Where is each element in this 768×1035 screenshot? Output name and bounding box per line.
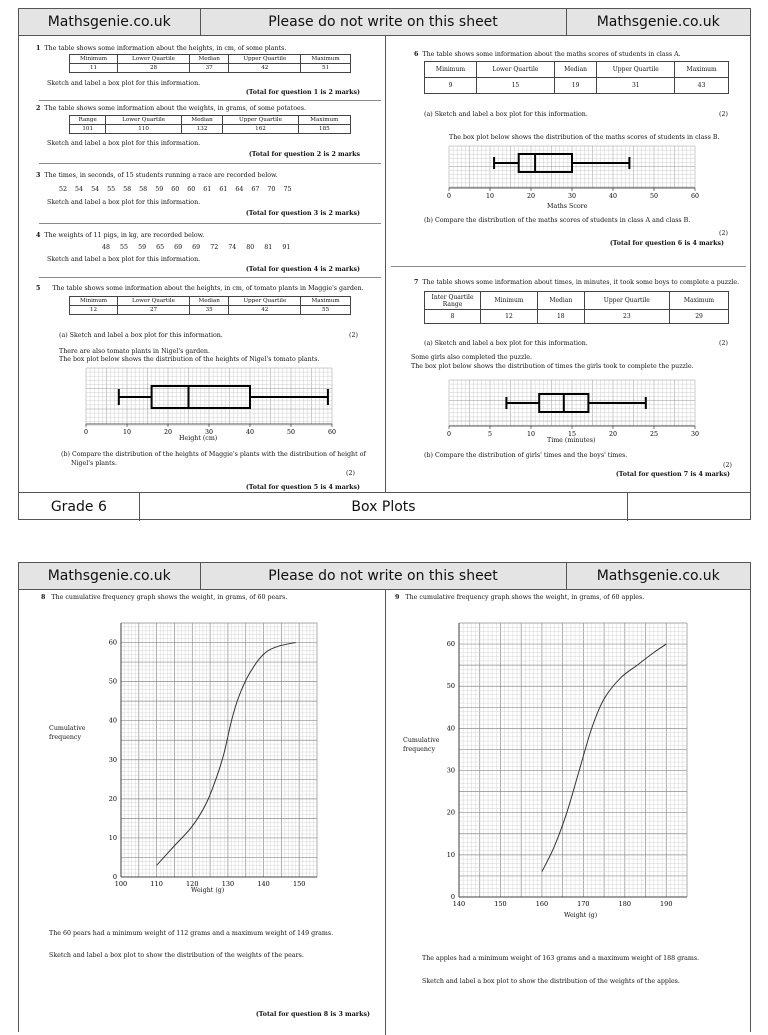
q6-intro: The box plot below shows the distribution of the maths scores of students in class B. — [449, 134, 720, 141]
q9-cumulative-frequency-graph — [429, 615, 694, 910]
q5-marks-a: (2) — [349, 332, 358, 339]
q5-part-a: (a) Sketch and label a box plot for this information. — [59, 332, 223, 339]
header-right: Mathsgenie.co.uk — [596, 568, 720, 584]
q5-part-b-2: Nigel's plants. — [71, 460, 117, 467]
q6-text: 6 The table shows some information about the maths scores of students in class A. — [414, 51, 681, 58]
q-separator — [39, 223, 381, 224]
q5-intro-1: There are also tomato plants in Nigel's garden. — [59, 348, 210, 355]
q7-total: (Total for question 7 is 4 marks) — [615, 471, 730, 478]
column-divider — [385, 590, 386, 1035]
footer-topic: Box Plots — [140, 493, 629, 521]
q7-axis-title: Time (minutes) — [547, 437, 596, 444]
x-tick-label: 110 — [150, 880, 163, 888]
x-tick-label: 10 — [526, 431, 536, 438]
y-tick-label: 0 — [450, 893, 455, 901]
y-tick-label: 30 — [108, 755, 117, 764]
x-tick-label: 10 — [122, 429, 132, 436]
x-tick-label: 20 — [608, 431, 618, 438]
header-center: Please do not write on this sheet — [201, 9, 567, 35]
q3-instruction: Sketch and label a box plot for this information. — [47, 199, 201, 206]
q4-instruction: Sketch and label a box plot for this information. — [47, 256, 201, 263]
y-tick-label: 20 — [108, 794, 117, 803]
x-tick-label: 40 — [608, 193, 618, 200]
q-separator — [39, 277, 381, 278]
x-tick-label: 0 — [446, 431, 452, 438]
q2-total: (Total for question 2 is 2 marks — [248, 151, 360, 158]
q1-table: Minimum Lower Quartile Median Upper Quartile Maximum 11 28 37 42 51 — [69, 54, 351, 73]
y-tick-label: 30 — [446, 766, 455, 775]
x-tick-label: 160 — [535, 900, 549, 908]
q5-marks-b: (2) — [346, 470, 355, 477]
x-tick-label: 150 — [292, 880, 306, 888]
header-left: Mathsgenie.co.uk — [19, 9, 201, 35]
q7-marks-a: (2) — [719, 340, 728, 347]
q8-xlabel: Weight (g) — [191, 887, 225, 894]
q9-ylabel-1: Cumulative — [403, 737, 440, 744]
q8-note: The 60 pears had a minimum weight of 112 grams and a maximum weight of 149 grams. — [49, 930, 334, 937]
q6-marks-a: (2) — [719, 111, 728, 118]
q-separator — [39, 163, 381, 164]
q5-text: 5 The table shows some information about the heights, in cm, of tomato plants in Maggie's garden. — [36, 285, 364, 292]
q8-ylabel-1: Cumulative — [49, 725, 86, 732]
y-tick-label: 60 — [108, 638, 117, 647]
x-tick-label: 25 — [649, 431, 659, 438]
x-tick-label: 180 — [618, 900, 632, 908]
q9-xlabel: Weight (g) — [564, 912, 598, 919]
q9-ylabel-2: frequency — [403, 746, 436, 753]
x-tick-label: 170 — [577, 900, 590, 908]
q6-part-b: (b) Compare the distribution of the maths scores of students in class A and class B. — [424, 217, 691, 224]
q7-box-plot — [437, 374, 707, 442]
q4-text: 4 The weights of 11 pigs, in kg, are recorded below. — [36, 232, 205, 239]
q5-axis-title: Height (cm) — [179, 435, 218, 442]
q8-instruction: Sketch and label a box plot to show the distribution of the weights of the pears. — [49, 952, 304, 959]
x-tick-label: 0 — [83, 429, 89, 436]
y-tick-label: 10 — [446, 850, 455, 859]
q6-axis-title: Maths Score — [547, 203, 588, 210]
x-tick-label: 30 — [567, 193, 577, 200]
x-tick-label: 140 — [257, 880, 270, 888]
x-tick-label: 120 — [186, 880, 199, 888]
q7-text: 7 The table shows some information about times, in minutes, it took some boys to complete a puzzle. — [414, 279, 740, 286]
q7-part-b: (b) Compare the distribution of girls' times and the boys' times. — [424, 452, 628, 459]
x-tick-label: 50 — [286, 429, 296, 436]
cumulative-frequency-curve — [157, 643, 296, 866]
x-tick-label: 60 — [690, 193, 700, 200]
x-tick-label: 30 — [690, 431, 700, 438]
q6-part-a: (a) Sketch and label a box plot for this information. — [424, 111, 588, 118]
q5-part-b-1: (b) Compare the distribution of the heights of Maggie's plants with the distribution of height of — [61, 451, 366, 458]
y-tick-label: 60 — [446, 640, 455, 649]
q1-text: 1 The table shows some information about the heights, in cm, of some plants. — [36, 45, 287, 52]
x-tick-label: 20 — [526, 193, 536, 200]
x-tick-label: 60 — [327, 429, 337, 436]
x-tick-label: 140 — [452, 900, 466, 908]
y-tick-label: 40 — [446, 724, 455, 733]
x-tick-label: 15 — [567, 431, 577, 438]
x-tick-label: 5 — [487, 431, 493, 438]
q2-instruction: Sketch and label a box plot for this information. — [47, 140, 201, 147]
footer-blank — [628, 493, 750, 521]
y-tick-label: 40 — [108, 716, 117, 725]
q7-intro-1: Some girls also completed the puzzle. — [411, 354, 533, 361]
header-left: Mathsgenie.co.uk — [19, 563, 201, 589]
x-tick-label: 130 — [221, 880, 235, 888]
q4-total: (Total for question 4 is 2 marks) — [245, 266, 360, 273]
y-tick-label: 50 — [446, 682, 455, 691]
header-right: Mathsgenie.co.uk — [596, 14, 720, 30]
y-tick-label: 0 — [112, 873, 117, 881]
q5-table: Minimum Lower Quartile Median Upper Quartile Maximum 12 27 35 42 55 — [69, 296, 351, 315]
q7-marks-b: (2) — [723, 462, 732, 469]
q3-data: 52 54 54 55 58 58 59 60 60 61 61 64 67 70 75 — [59, 186, 292, 193]
q-separator — [39, 100, 381, 101]
q4-data: 48 55 59 65 69 69 72 74 80 81 91 — [102, 244, 291, 251]
worksheet-page-1 — [18, 8, 751, 520]
x-tick-label: 150 — [494, 900, 507, 908]
q1-total: (Total for question 1 is 2 marks) — [245, 89, 360, 96]
q6-total: (Total for question 6 is 4 marks) — [609, 240, 724, 247]
q9-note: The apples had a minimum weight of 163 grams and a maximum weight of 188 grams. — [422, 955, 700, 962]
x-tick-label: 40 — [245, 429, 255, 436]
q5-intro-2: The box plot below shows the distribution of the heights of Nigel's tomato plants. — [59, 356, 320, 363]
q1-instruction: Sketch and label a box plot for this information. — [47, 80, 201, 87]
q7-table: Inter Quartile Range Minimum Median Upper Quartile Maximum 8 12 18 23 29 — [424, 291, 729, 324]
x-tick-label: 10 — [485, 193, 495, 200]
header-center: Please do not write on this sheet — [201, 563, 567, 589]
q6-marks-b: (2) — [719, 230, 728, 237]
worksheet-page-2 — [18, 562, 751, 1032]
q-separator — [391, 266, 746, 267]
q5-total: (Total for question 5 is 4 marks) — [245, 484, 360, 491]
x-tick-label: 20 — [163, 429, 173, 436]
q7-intro-2: The box plot below shows the distribution of times the girls took to complete the puzzle. — [411, 363, 694, 370]
x-tick-label: 100 — [114, 880, 128, 888]
x-tick-label: 30 — [204, 429, 214, 436]
sheet-header — [19, 563, 750, 590]
q8-total: (Total for question 8 is 3 marks) — [255, 1011, 370, 1018]
x-tick-label: 190 — [660, 900, 673, 908]
sheet-footer — [19, 492, 750, 521]
q8-text: 8 The cumulative frequency graph shows the weight, in grams, of 60 pears. — [41, 594, 288, 601]
column-divider — [385, 36, 386, 492]
y-tick-label: 10 — [108, 833, 117, 842]
q6-table: Minimum Lower Quartile Median Upper Quartile Maximum 9 15 19 31 43 — [424, 61, 729, 94]
q7-part-a: (a) Sketch and label a box plot for this information. — [424, 340, 588, 347]
footer-grade: Grade 6 — [19, 493, 140, 521]
q6-box-plot — [437, 142, 707, 202]
q9-text: 9 The cumulative frequency graph shows the weight, in grams, of 60 apples. — [395, 594, 645, 601]
sheet-header — [19, 9, 750, 36]
q2-table: Range Lower Quartile Median Upper Quartile Maximum 101 110 132 162 185 — [69, 115, 351, 134]
q3-text: 3 The times, in seconds, of 15 students running a race are recorded below. — [36, 172, 278, 179]
q2-text: 2 The table shows some information about the weights, in grams, of some potatoes. — [36, 105, 306, 112]
y-tick-label: 50 — [108, 677, 117, 686]
q8-cumulative-frequency-graph — [79, 615, 324, 905]
y-tick-label: 20 — [446, 808, 455, 817]
x-tick-label: 0 — [446, 193, 452, 200]
q8-ylabel-2: frequency — [49, 734, 82, 741]
x-tick-label: 50 — [649, 193, 659, 200]
q9-instruction: Sketch and label a box plot to show the distribution of the weights of the apples. — [422, 978, 680, 985]
q3-total: (Total for question 3 is 2 marks) — [245, 210, 360, 217]
